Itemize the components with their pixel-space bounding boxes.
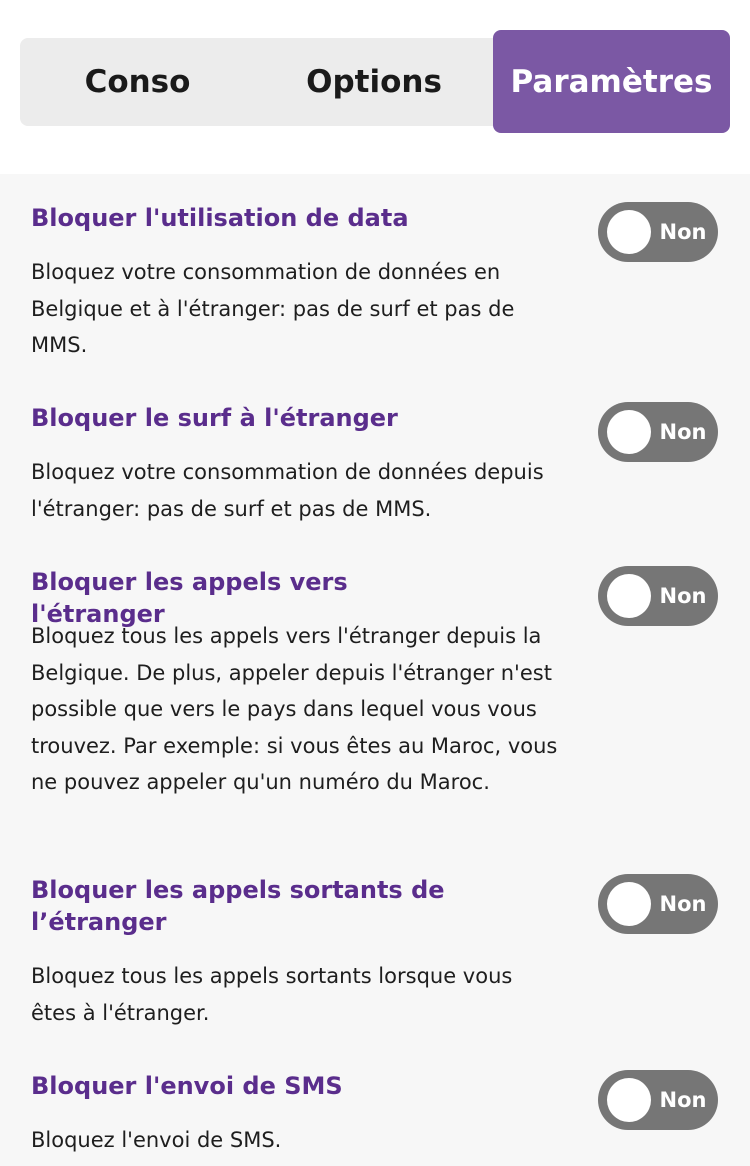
toggle-label: Non <box>659 584 707 608</box>
toggle-label: Non <box>659 220 707 244</box>
setting-description: Bloquez votre consommation de données en Belgique et à l'étranger: pas de surf et pas de MMS. <box>31 260 515 357</box>
toggle-knob <box>607 410 651 454</box>
toggle-label: Non <box>659 420 707 444</box>
settings-list <box>0 174 750 1166</box>
setting-description: Bloquez l'envoi de SMS. <box>31 1128 282 1152</box>
setting-description: Bloquez tous les appels sortants lorsque vous êtes à l'étranger. <box>31 964 513 1025</box>
setting-description: Bloquez tous les appels vers l'étranger depuis la Belgique. De plus, appeler depuis l'étranger n'est possible que vers le pays dans lequel vous vous trouvez. Par exemple: si vous êtes au Maroc, vous ne pouvez appeler qu'un numéro du Maroc. <box>31 624 558 794</box>
block-international-calls-toggle[interactable] <box>598 566 718 626</box>
toggle-knob <box>607 210 651 254</box>
setting-title: Bloquer les appels vers l'étranger <box>31 568 348 628</box>
setting-description: Bloquez votre consommation de données depuis l'étranger: pas de surf et pas de MMS. <box>31 460 544 521</box>
setting-title: Bloquer l'utilisation de data <box>31 204 409 232</box>
tab-conso[interactable]: Conso <box>84 64 191 100</box>
tab-parametres[interactable]: Paramètres <box>493 30 730 133</box>
toggle-label: Non <box>659 1088 707 1112</box>
toggle-label: Non <box>659 892 707 916</box>
block-data-toggle[interactable] <box>598 202 718 262</box>
toggle-knob <box>607 1078 651 1122</box>
setting-title: Bloquer les appels sortants de l’étranger <box>31 876 445 936</box>
toggle-knob <box>607 574 651 618</box>
block-roaming-surf-toggle[interactable] <box>598 402 718 462</box>
tab-options[interactable]: Options <box>306 64 442 100</box>
block-outgoing-calls-abroad-toggle[interactable] <box>598 874 718 934</box>
block-sms-toggle[interactable] <box>598 1070 718 1130</box>
setting-title: Bloquer le surf à l'étranger <box>31 404 398 432</box>
setting-title: Bloquer l'envoi de SMS <box>31 1072 343 1100</box>
toggle-knob <box>607 882 651 926</box>
